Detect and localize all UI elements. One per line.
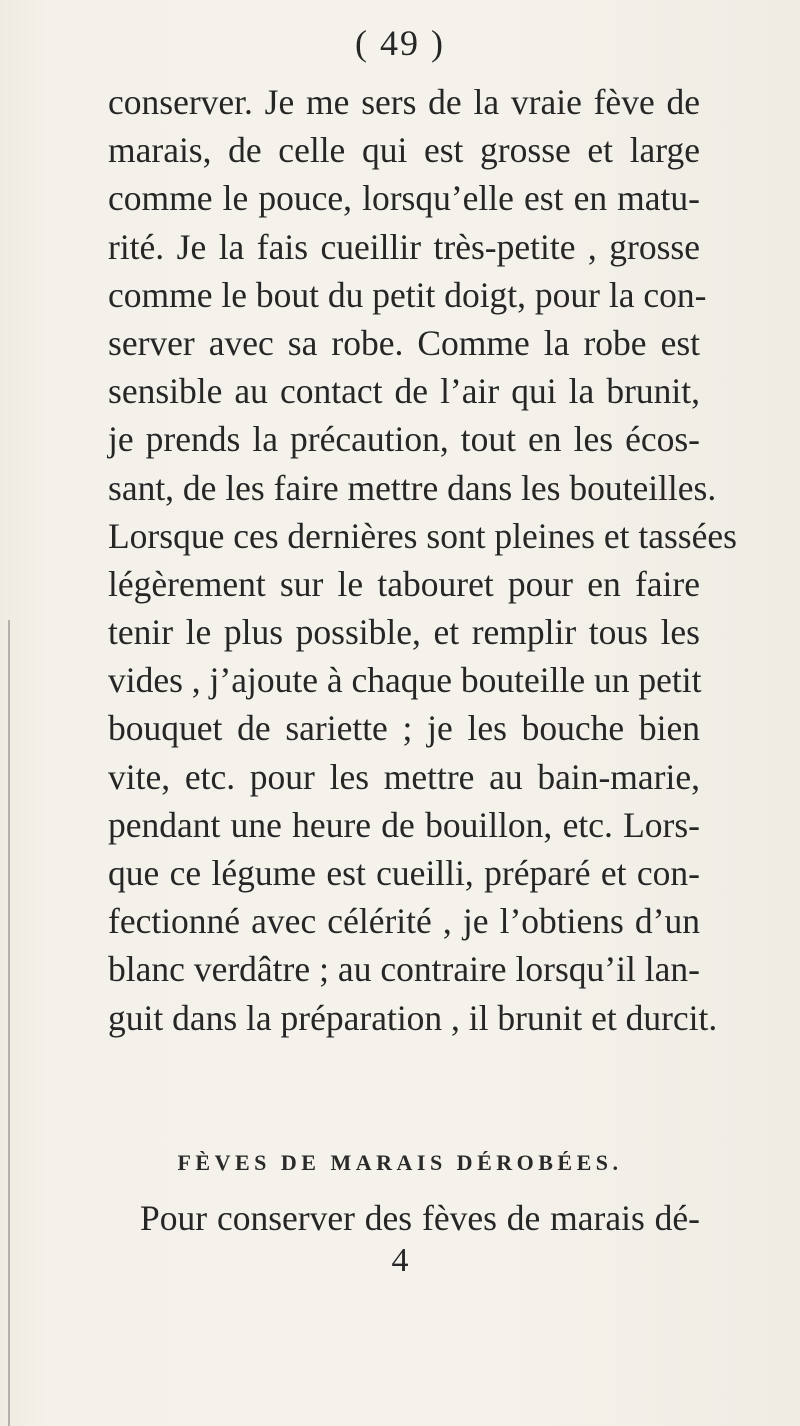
text-line: blanc verdâtre ; au contraire lorsqu’il lan-: [108, 949, 700, 990]
text-line: fectionné avec célérité , je l’obtiens d’un: [108, 901, 700, 942]
text-line: légèrement sur le tabouret pour en faire: [108, 563, 700, 604]
text-line: comme le bout du petit doigt, pour la con-: [108, 274, 707, 315]
text-line: vides , j’ajoute à chaque bouteille un petit: [108, 660, 702, 701]
text-line: je prends la précaution, tout en les écos-: [108, 419, 700, 460]
text-line: marais, de celle qui est grosse et large: [108, 130, 700, 171]
text-line: guit dans la préparation , il brunit et durcit.: [108, 997, 718, 1038]
next-paragraph-line: Pour conserver des fèves de marais dé-: [140, 1198, 700, 1238]
text-line: server avec sa robe. Comme la robe est: [108, 322, 700, 363]
section-heading: FÈVES DE MARAIS DÉROBÉES.: [177, 1150, 623, 1175]
text-line: bouquet de sariette ; je les bouche bien: [108, 708, 700, 749]
text-line: vite, etc. pour les mettre au bain-marie,: [108, 756, 700, 797]
text-line: pendant une heure de bouillon, etc. Lors-: [108, 804, 700, 845]
main-paragraph: [108, 78, 737, 1042]
text-line: rité. Je la fais cueillir très-petite , grosse: [108, 226, 700, 267]
text-line: tenir le plus possible, et remplir tous les: [108, 612, 700, 653]
text-line: sensible au contact de l’air qui la brunit,: [108, 371, 700, 412]
page-edge-shadow: [8, 620, 10, 1426]
text-line: sant, de les faire mettre dans les bouteilles.: [108, 467, 717, 508]
text-line: comme le pouce, lorsqu’elle est en matu-: [108, 178, 700, 219]
text-line: conserver. Je me sers de la vraie fève de: [108, 82, 700, 122]
text-line: Lorsque ces dernières sont pleines et tassées: [108, 515, 737, 556]
text-line: que ce légume est cueilli, préparé et con-: [108, 853, 700, 893]
page-number: ( 49 ): [355, 23, 445, 63]
signature-mark: 4: [391, 1242, 409, 1279]
